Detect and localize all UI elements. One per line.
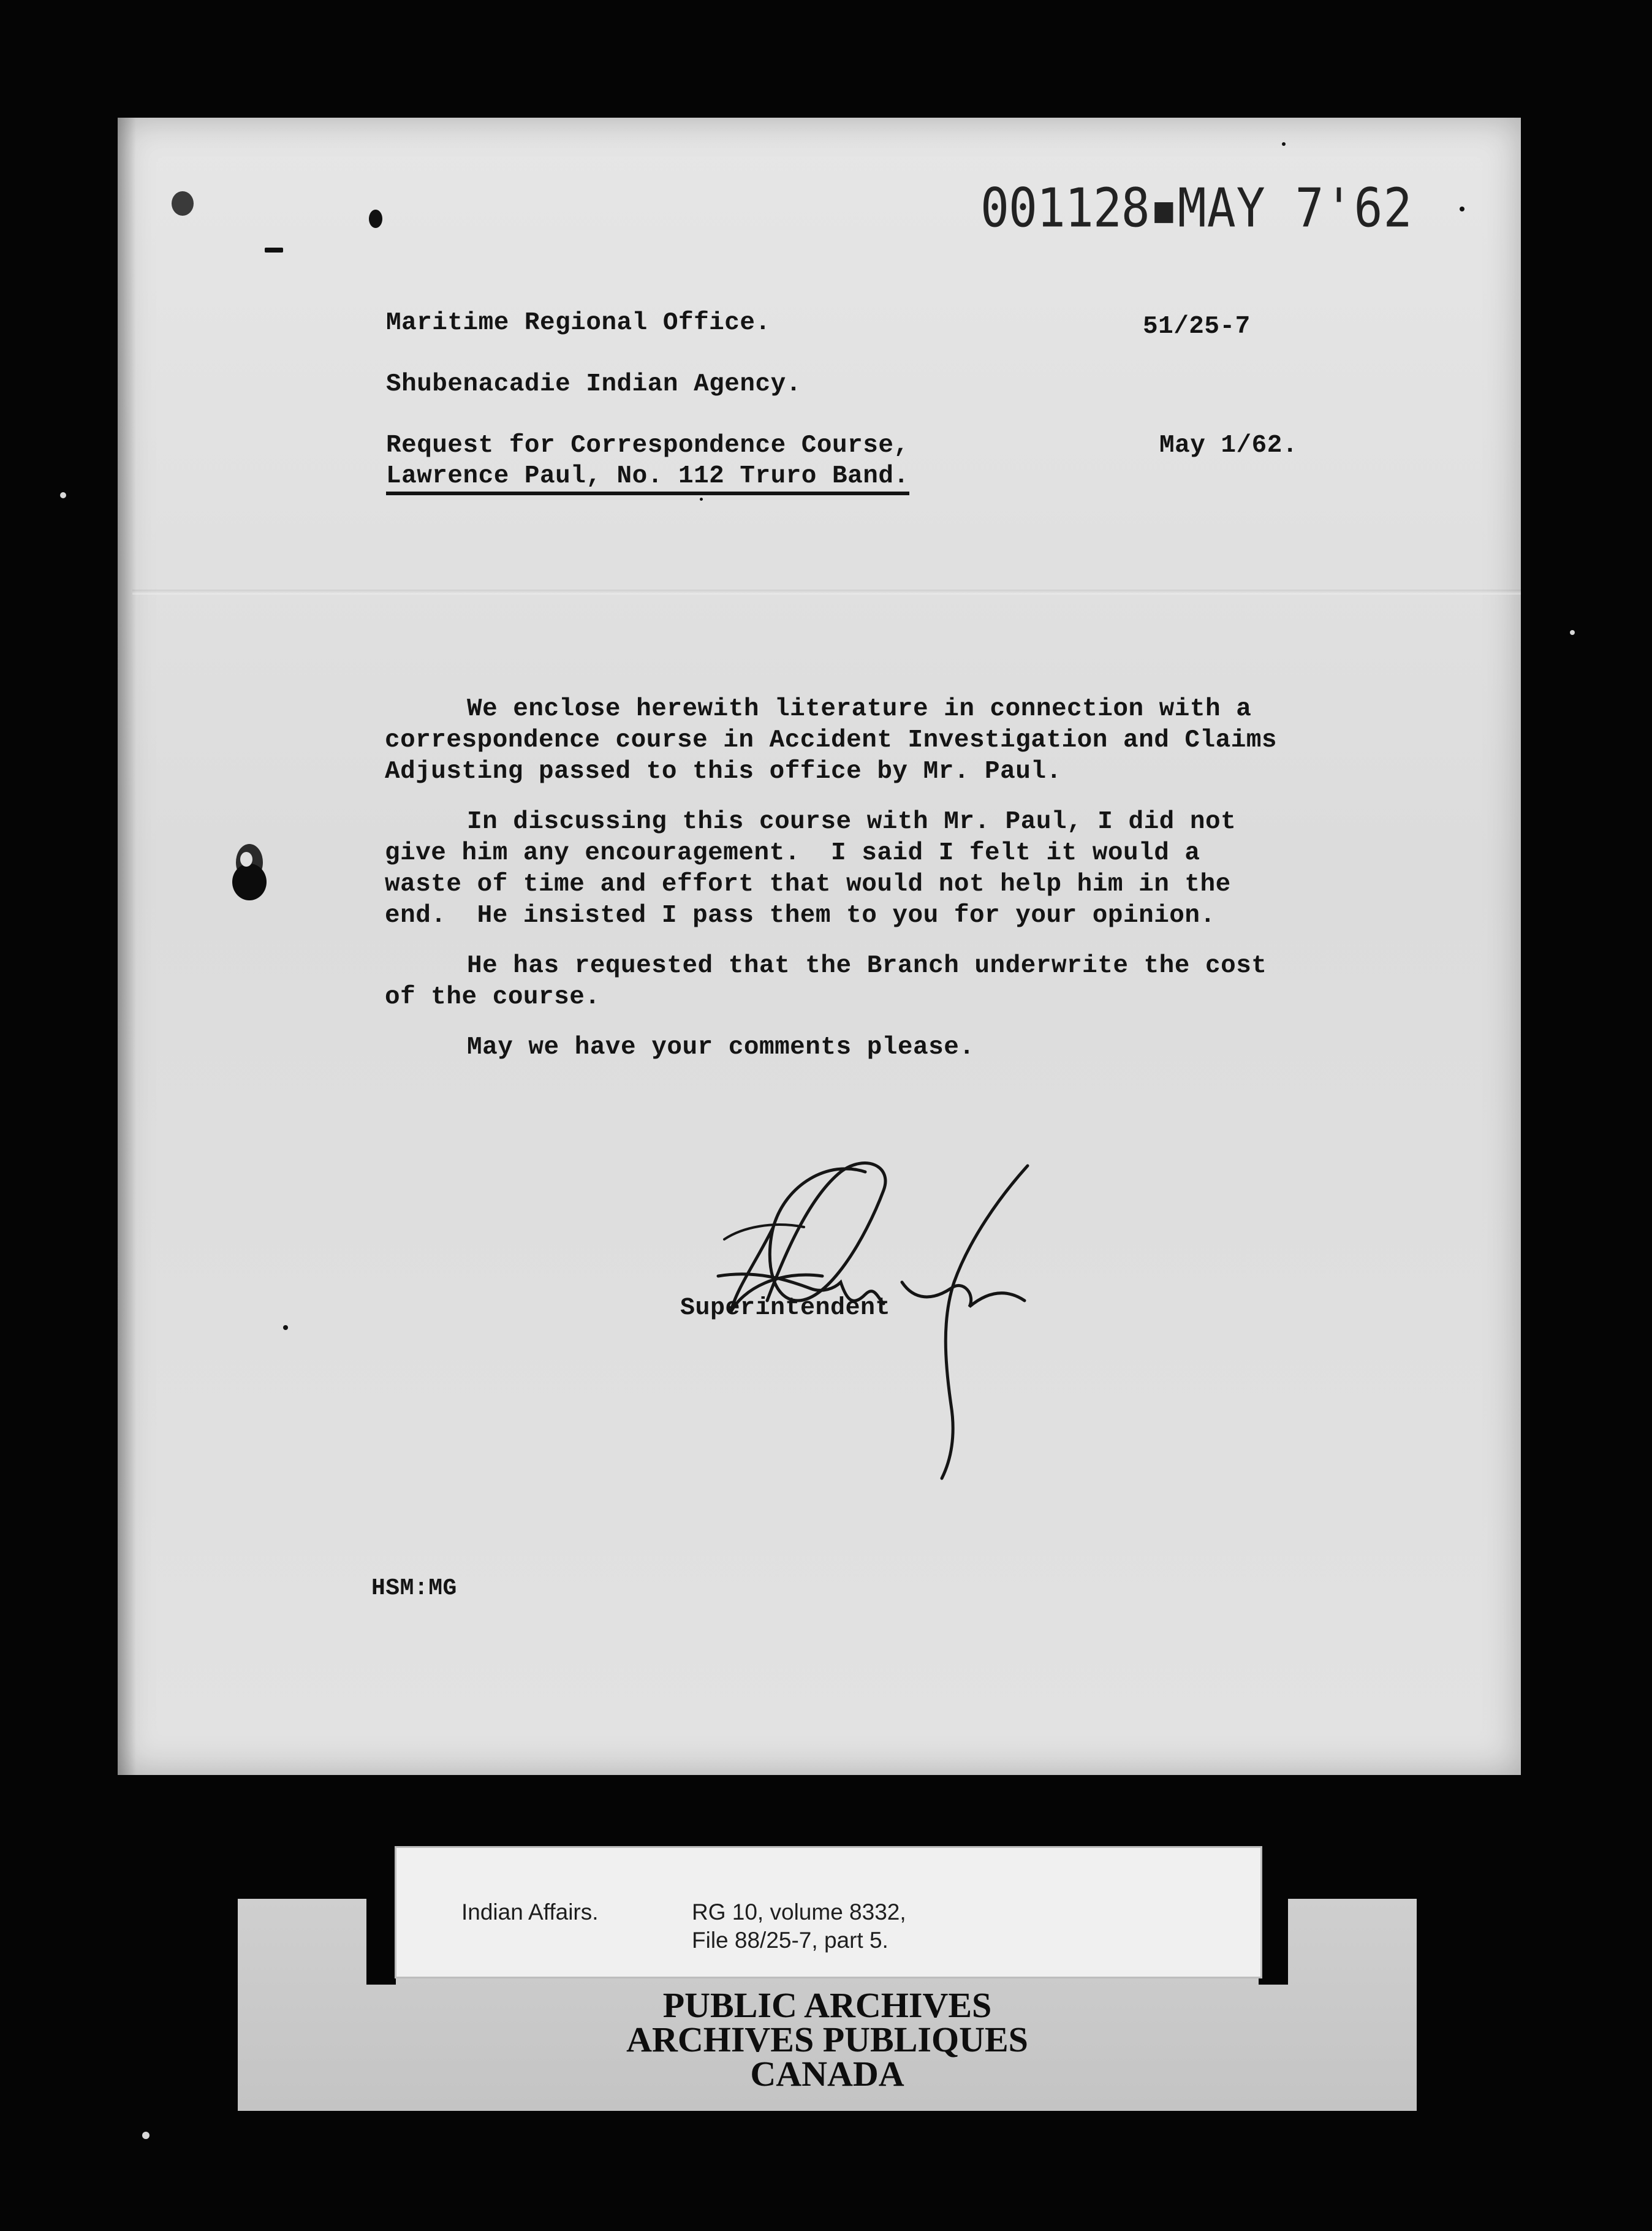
paragraph-1-line-2: correspondence course in Accident Investigation and Claims (385, 726, 1278, 754)
tray-notch-left (366, 1899, 396, 1985)
paragraph-2-line-1: In discussing this course with Mr. Paul, I did not (467, 808, 1237, 836)
paragraph-4-line-1: May we have your comments please. (467, 1033, 975, 1062)
paragraph-3-line-1: He has requested that the Branch underwrite the cost (467, 952, 1267, 980)
sheet-shadow-edge (118, 118, 136, 1775)
paragraph-2-line-4: end. He insisted I pass them to you for your opinion. (385, 902, 1216, 930)
reference-initials: HSM:MG (371, 1575, 457, 1602)
subject-line-1: Request for Correspondence Course, (386, 431, 909, 460)
paragraph-2-line-3: waste of time and effort that would not help him in the (385, 870, 1231, 899)
archives-name-french: ARCHIVES PUBLIQUES (626, 2020, 1028, 2059)
to-agency: Shubenacadie Indian Agency. (386, 370, 801, 398)
subject-line-2: Lawrence Paul, No. 112 Truro Band. (386, 462, 909, 495)
stamp-number: 001128 (980, 178, 1150, 240)
from-office: Maritime Regional Office. (386, 309, 771, 337)
sheet-fold-line (132, 590, 1521, 595)
archives-name-english: PUBLIC ARCHIVES (662, 1985, 992, 2025)
punch-hole-mark (228, 838, 271, 905)
archive-reference-card (396, 1848, 1260, 1977)
fonds-label: Indian Affairs. (461, 1899, 599, 1925)
reference-line-2: File 88/25-7, part 5. (692, 1928, 889, 1953)
reference-line-1: RG 10, volume 8332, (692, 1899, 906, 1925)
received-stamp (980, 178, 1412, 240)
signature-title: Superintendent (680, 1294, 891, 1322)
stamp-mark: ▪ (1149, 178, 1178, 240)
handwritten-signature (681, 1147, 1123, 1552)
paragraph-2-line-2: give him any encouragement. I said I felt it would a (385, 839, 1200, 867)
letter-sheet (118, 118, 1521, 1775)
file-reference: 51/25-7 (1143, 313, 1251, 341)
letter-date: May 1/62. (1159, 431, 1298, 460)
archives-country: CANADA (750, 2054, 904, 2094)
tray-notch-right (1259, 1899, 1288, 1985)
stamp-date: MAY 7'62 (1177, 178, 1413, 240)
paragraph-3-line-2: of the course. (385, 983, 601, 1011)
paragraph-1-line-1: We enclose herewith literature in connection with a (467, 695, 1252, 723)
paragraph-1-line-3: Adjusting passed to this office by Mr. Paul. (385, 758, 1062, 786)
